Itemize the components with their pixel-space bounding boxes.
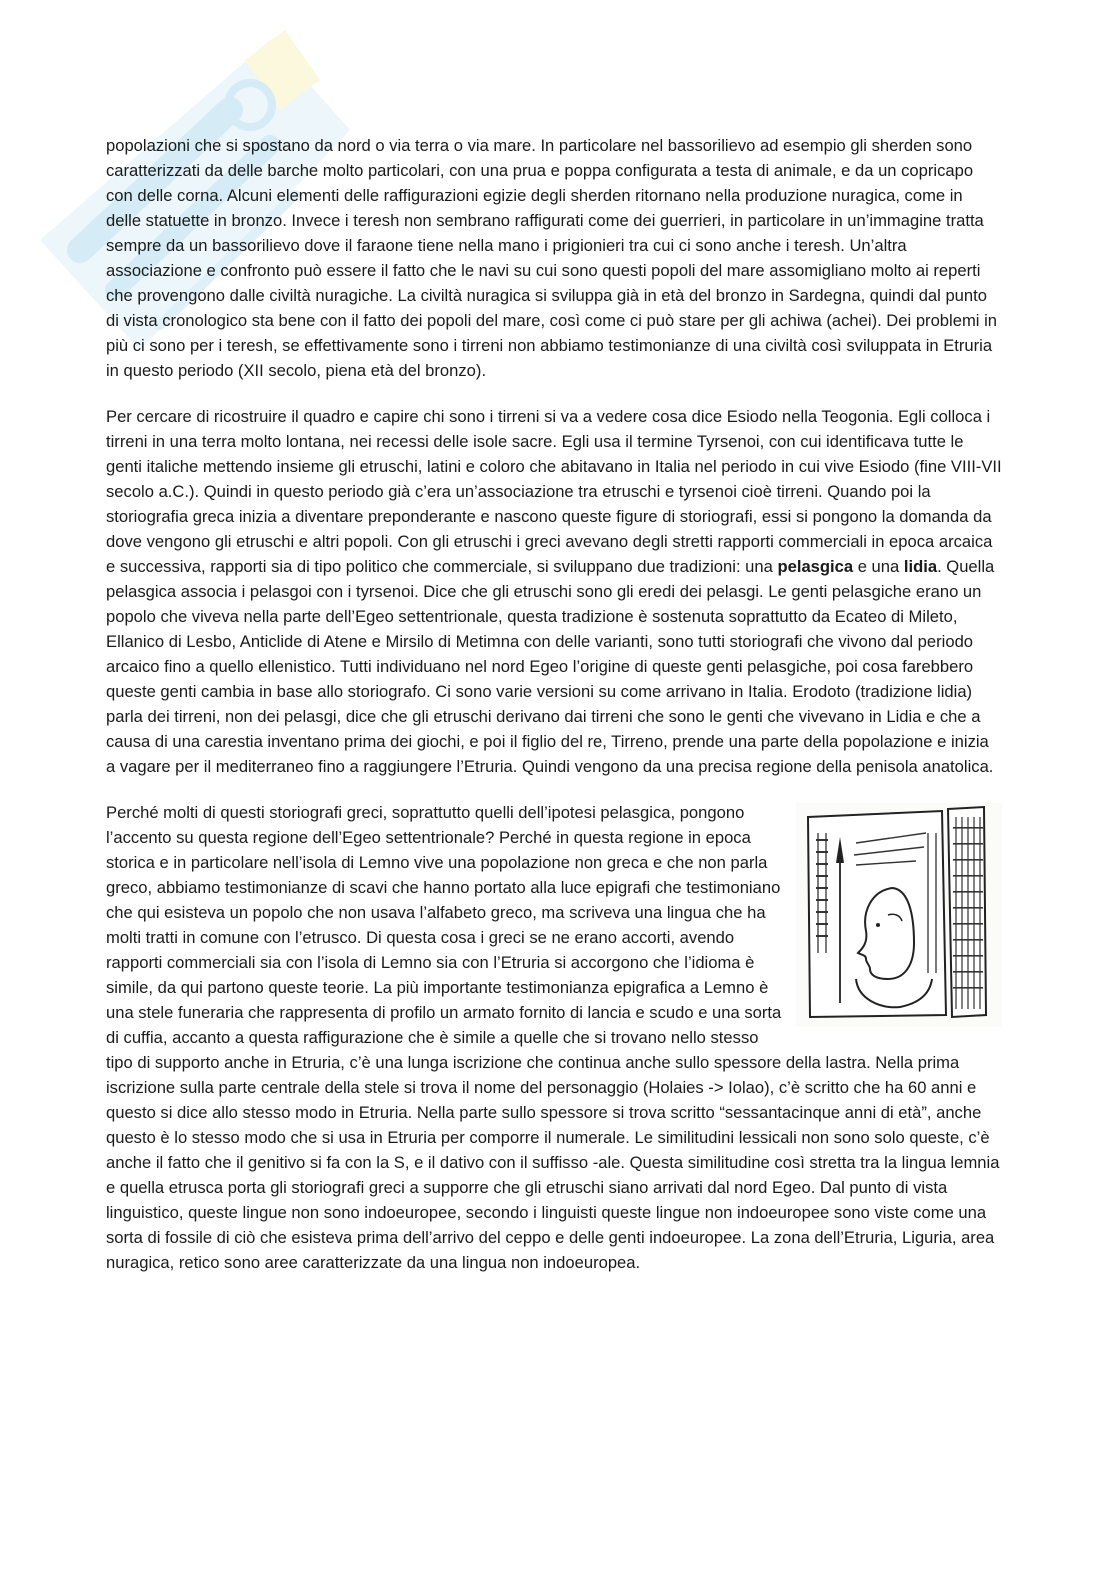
bold-term-pelasgica: pelasgica (777, 557, 854, 576)
paragraph-2 (106, 404, 1002, 779)
paragraph-1 (106, 133, 1002, 383)
lemnos-stele-figure (796, 803, 1002, 1027)
lemnos-stele-drawing (796, 803, 1002, 1027)
paragraph-text: . Quella pelasgica associa i pelasgoi con i tyrsenoi. Dice che gli etruschi sono gli eredi dei pelasgi. Le genti pelasgiche erano un popolo che viveva nella parte dell’Egeo settentrionale, questa tradizione è sostenuta soprattutto da Ecateo di Mileto, Ellanico di Lesbo, Anticlide di Atene e Mirsilo di Metimna con delle varianti, sono tutti storiografi che vivono dal periodo arcaico fino a quello ellenistico. Tutti individuano nel nord Egeo l’origine di queste genti pelasgiche, poi cosa farebbero queste genti cambia in base allo storiografo. Ci sono varie versioni su come arrivano in Italia. Erodoto (tradizione lidia) parla dei tirreni, non dei pelasgi, dice che gli etruschi derivano dai tirreni che sono le genti che vivevano in Lidia e che a causa di una carestia inventano prima dei giochi, e poi il figlio del re, Tirreno, prende una parte della popolazione e inizia a vagare per il mediterraneo fino a raggiungere l’Etruria. Quindi vengono da una precisa regione della penisola anatolica. (106, 557, 995, 776)
paragraph-text: popolazioni che si spostano da nord o via terra o via mare. In particolare nel bassorilievo ad esempio gli sherden sono caratterizzati da delle barche molto particolari, con una prua e poppa configurata a testa di animale, e da un copricapo con delle corna. Alcuni elementi delle raffigurazioni egizie degli sherden ritornano nella produzione nuragica, come in delle statuette in bronzo. Invece i teresh non sembrano raffigurati come dei guerrieri, in particolare in un’immagine tratta sempre da un bassorilievo dove il faraone tiene nella mano i prigionieri tra cui ci sono anche i teresh. Un’altra associazione e confronto può essere il fatto che le navi su cui sono questi popoli del mare assomigliano molto ai reperti che provengono dalle civiltà nuragiche. La civiltà nuragica si sviluppa già in età del bronzo in Sardegna, quindi dal punto di vista cronologico sta bene con il fatto dei popoli del mare, così come ci può stare per gli achiwa (achei). Dei problemi in più ci sono per i teresh, se effettivamente sono i tirreni non abbiamo testimonianze di una civiltà così sviluppata in Etruria in questo periodo (XII secolo, piena età del bronzo). (106, 136, 997, 380)
paragraph-text: Perché molti di questi storiografi greci, soprattutto quelli dell’ipotesi pelasgica, pongono l’accento su questa regione dell’Egeo settentrionale? Perché in questa regione in epoca storica e in particolare nell’isola di Lemno vive una popolazione non greca e che non parla greco, abbiamo testimonianze di scavi che hanno portato alla luce epigrafi che testimoniano che qui esisteva un popolo che non usava l’alfabeto greco, ma scriveva una lingua che ha molti tratti in comune con l’etrusco. Di questa cosa i greci se ne erano accorti, avendo rapporti commerciali sia con l’isola di Lemno sia con l’Etruria si accorgono che l’idioma è simile, da qui partono queste teorie. La più importante testimonianza epigrafica a Lemno è una stele funeraria che rappresenta di profilo un armato fornito di lancia e scudo e una sorta di cuffia, accanto a questa raffigurazione che è simile a quelle che si trovano nello stesso tipo di supporto anche in Etruria, c’è una lunga iscrizione che continua anche sullo spessore della lastra. Nella prima iscrizione sulla parte centrale della stele si trova il nome del personaggio (Holaies -> Iolao), c’è scritto che ha 60 anni e questo si dice allo stesso modo in Etruria. Nella parte sullo spessore si trova scritto “sessantacinque anni di età”, anche questo è lo stesso modo che si usa in Etruria per comporre il numerale. Le similitudini lessicali non sono solo queste, c’è anche il fatto che il genitivo si fa con la S, e il dativo con il suffisso -ale. Questa similitudine così stretta tra la lingua lemnia e quella etrusca porta gli storiografi greci a supporre che gli etruschi siano arrivati dal nord Egeo. Dal punto di vista linguistico, queste lingue non sono indoeuropee, secondo i linguisti queste lingue non indoeuropee sono viste come una sorta di fossile di ciò che esisteva prima dell’arrivo del ceppo e delle genti indoeuropee. La zona dell’Etruria, Liguria, area nuragica, retico sono aree caratterizzate da una lingua non indoeuropea. (106, 803, 1000, 1272)
paragraph-text: Per cercare di ricostruire il quadro e capire chi sono i tirreni si va a vedere cosa dice Esiodo nella Teogonia. Egli colloca i tirreni in una terra molto lontana, nei recessi delle isole sacre. Egli usa il termine Tyrsenoi, con cui identificava tutte le genti italiche mettendo insieme gli etruschi, latini e coloro che abitavano in Italia nel periodo in cui vive Esiodo (fine VIII-VII secolo a.C.). Quindi in questo periodo già c’era un’associazione tra etruschi e tyrsenoi cioè tirreni. Quando poi la storiografia greca inizia a diventare preponderante e nascono queste figure di storiografi, essi si pongono la domanda da dove vengono gli etruschi e altri popoli. Con gli etruschi i greci avevano degli stretti rapporti commerciali in epoca arcaica e successiva, rapporti sia di tipo politico che commerciale, si sviluppano due tradizioni: una (106, 407, 1002, 576)
paragraph-3 (106, 800, 1002, 1275)
document-body (106, 133, 1002, 1296)
bold-term-lidia: lidia (903, 557, 938, 576)
paragraph-text: e una (853, 557, 904, 576)
